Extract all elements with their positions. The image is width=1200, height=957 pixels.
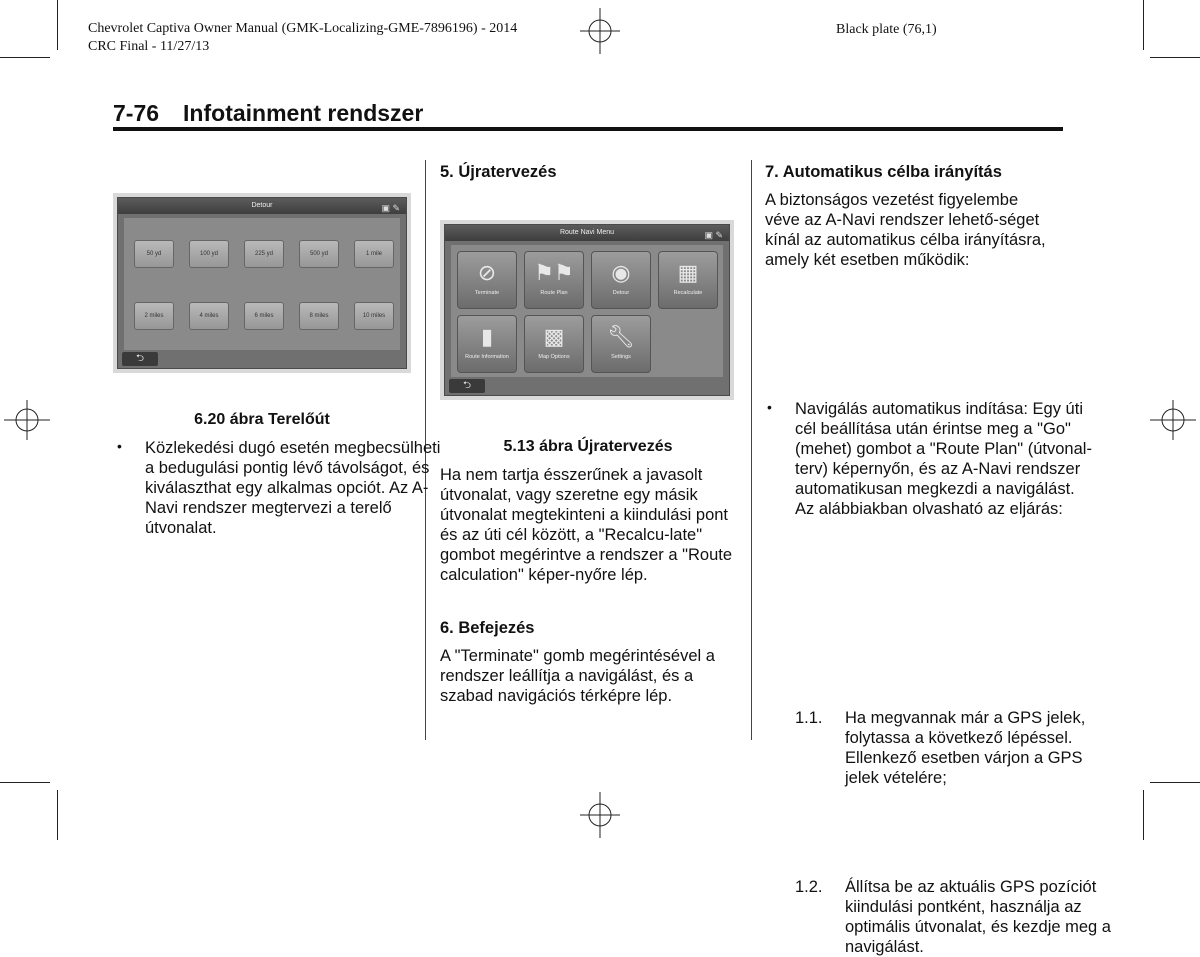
- detour-option: 225 yd: [244, 240, 284, 268]
- plate-label: Black plate (76,1): [836, 22, 937, 37]
- route-info-icon: ▮: [480, 324, 494, 349]
- recalculate-tile: [658, 251, 718, 309]
- screen-title-bar: [118, 198, 406, 214]
- recalc-heading: 5. Újratervezés: [440, 163, 557, 181]
- settings-tile: [591, 315, 651, 373]
- route-menu-screenshot: [440, 220, 734, 400]
- settings-icon: ▣ ✎: [704, 230, 723, 240]
- crop-mark: [1143, 0, 1144, 50]
- figure-caption-recalc: 5.13 ábra Újratervezés: [503, 438, 673, 455]
- screen-title: Route Navi Menu: [559, 229, 615, 236]
- step-text: Ha megvannak már a GPS jelek, folytassa a következő lépéssel. Ellenkező esetben várjon a GPS jelek vételére;: [845, 709, 1086, 787]
- back-arrow-icon: ⮌: [122, 352, 158, 366]
- registration-mark-left: [4, 395, 50, 445]
- route-menu-screen: [444, 224, 730, 396]
- recalc-paragraph: Ha nem tartja ésszerűnek a javasolt útvonalat, vagy szeretne egy másik útvonalat megtekinteni a kiindulási pont és az úti cél között, a "Recalcu-late" gombot megérintve a rendszer a "Route calculation" képer-nyőre lép.: [440, 466, 733, 584]
- bullet-icon: •: [767, 399, 772, 415]
- detour-option: 8 miles: [299, 302, 339, 330]
- map-icon: ▩: [543, 324, 565, 349]
- registration-mark-top: [575, 8, 625, 54]
- tile-label: Recalculate: [673, 290, 703, 296]
- page-heading: [113, 100, 423, 127]
- crop-mark: [0, 57, 50, 58]
- auto-start-bullet-text: Navigálás automatikus indítása: Egy úti cél beállítása után érintse meg a "Go" (mehet) gombot a "Route Plan" (útvonal-terv) képernyőn, és az A-Navi rendszer automatikusan megkezdi a navigálást. Az alábbiakban olvasható az eljárás:: [795, 400, 1092, 518]
- terminate-heading: 6. Befejezés: [440, 619, 535, 637]
- detour-option: 500 yd: [299, 240, 339, 268]
- detour-option: 100 yd: [189, 240, 229, 268]
- settings-icon: ▣ ✎: [381, 203, 400, 213]
- tile-label: Route Plan: [540, 290, 568, 296]
- prohibit-icon: ⊘: [477, 260, 497, 285]
- route-plan-tile: [524, 251, 584, 309]
- step-item: [795, 877, 1115, 957]
- detour-option: 2 miles: [134, 302, 174, 330]
- crop-mark: [0, 782, 50, 783]
- crop-mark: [1143, 790, 1144, 840]
- detour-screen: [117, 197, 407, 369]
- heading-rule: [113, 127, 1063, 131]
- header-manual-line: Chevrolet Captiva Owner Manual (GMK-Localizing-GME-7896196) - 2014: [88, 21, 518, 36]
- bullet-icon: •: [117, 438, 122, 454]
- route-menu-panel: [451, 245, 723, 377]
- auto-guidance-heading: 7. Automatikus célba irányítás: [765, 163, 1002, 181]
- detour-option: 50 yd: [134, 240, 174, 268]
- detour-option: 10 miles: [354, 302, 394, 330]
- detour-tile: [591, 251, 651, 309]
- step-item: [795, 708, 1115, 788]
- map-options-tile: [524, 315, 584, 373]
- detour-icon: ◉: [611, 260, 631, 285]
- tile-label: Route Information: [465, 354, 509, 360]
- crop-mark: [1150, 782, 1200, 783]
- crop-mark: [1150, 57, 1200, 58]
- terminate-paragraph: A "Terminate" gomb megérintésével a rendszer leállítja a navigálást, és a szabad navigációs térképre lép.: [440, 647, 715, 705]
- column-divider: [751, 160, 752, 740]
- figure-caption-detour: 6.20 ábra Terelőút: [194, 411, 330, 428]
- registration-mark-right: [1150, 395, 1196, 445]
- header-status-line: CRC Final - 11/27/13: [88, 39, 210, 54]
- auto-guidance-paragraph: A biztonságos vezetést figyelembe véve az A-Navi rendszer lehető-séget kínál az automatikus célba irányításra, amely két esetben működik:: [765, 191, 1046, 269]
- auto-start-bullet: [767, 399, 1093, 519]
- tile-label: Settings: [611, 354, 631, 360]
- terminate-tile: [457, 251, 517, 309]
- route-information-tile: [457, 315, 517, 373]
- detour-option: 6 miles: [244, 302, 284, 330]
- section-title: Infotainment rendszer: [183, 100, 424, 126]
- step-number: 1.2.: [795, 878, 823, 896]
- calculator-icon: ▦: [677, 260, 699, 285]
- page-number: 7-76: [113, 100, 160, 126]
- detour-bullet: [117, 438, 445, 538]
- tile-label: Map Options: [538, 354, 570, 360]
- screen-title: Detour: [251, 202, 273, 209]
- flags-icon: ⚑⚑: [534, 260, 574, 285]
- detour-bullet-text: Közlekedési dugó esetén megbecsülheti a bedugulási pontig lévő távolságot, és kiválaszthat egy alkalmas opciót. Az A-Navi rendszer megtervezi a terelő útvonalat.: [145, 439, 441, 537]
- screen-title-bar: [445, 225, 729, 241]
- registration-mark-bottom: [575, 792, 625, 838]
- tile-label: Terminate: [474, 290, 500, 296]
- crop-mark: [57, 790, 58, 840]
- step-number: 1.1.: [795, 709, 823, 727]
- detour-option: 1 mile: [354, 240, 394, 268]
- wrench-icon: 🔧︎: [607, 324, 635, 349]
- running-header: [88, 20, 517, 56]
- step-text: Állítsa be az aktuális GPS pozíciót kiindulási pontként, használja az optimális útvonalat, és kezdje meg a navigálást.: [845, 878, 1111, 956]
- detour-options-panel: [124, 218, 400, 350]
- detour-screenshot: [113, 193, 411, 373]
- crop-mark: [57, 0, 58, 50]
- detour-option: 4 miles: [189, 302, 229, 330]
- back-arrow-icon: ⮌: [449, 379, 485, 393]
- tile-label: Detour: [612, 290, 630, 296]
